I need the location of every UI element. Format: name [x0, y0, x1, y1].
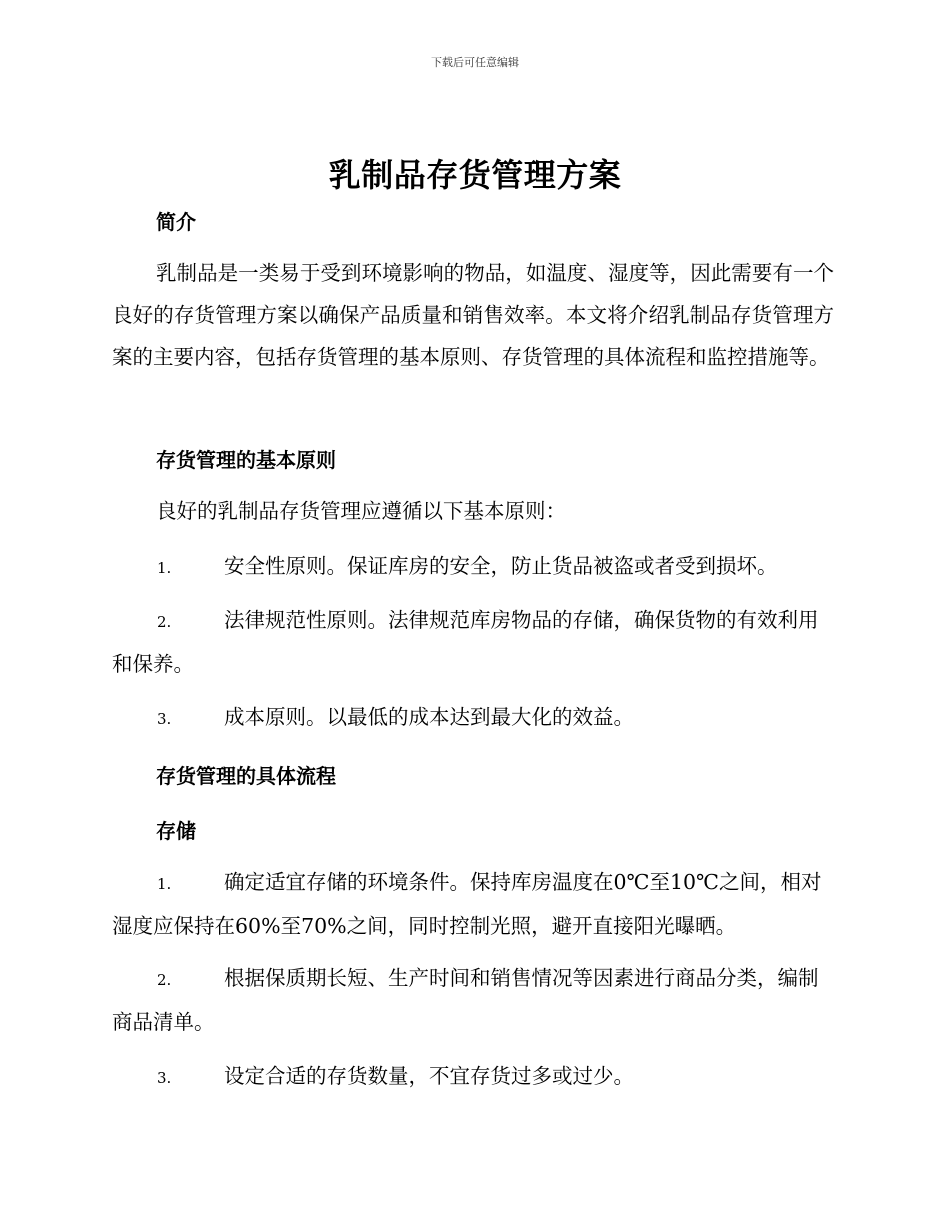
storage-item-1 — [112, 861, 834, 947]
list-number: 3. — [157, 710, 172, 728]
header-note: 下载后可任意编辑 — [431, 56, 519, 69]
list-text: 确定适宜存储的环境条件。保持库房温度在0℃至10℃之间，相对湿度应保持在60%至70%之间，同时控制光照，避开直接阳光曝晒。 — [112, 870, 822, 938]
document-title: 乳制品存货管理方案 — [328, 156, 622, 194]
list-number: 2. — [157, 613, 172, 631]
storage-item-2 — [112, 957, 834, 1043]
list-text: 设定合适的存货数量，不宜存货过多或过少。 — [224, 1064, 634, 1088]
storage-item-3 — [112, 1055, 834, 1099]
principles-intro: 良好的乳制品存货管理应遵循以下基本原则： — [156, 499, 566, 523]
heading-storage: 存储 — [156, 819, 196, 843]
principle-item-3 — [112, 696, 834, 740]
principle-item-2 — [112, 599, 834, 685]
list-text: 根据保质期长短、生产时间和销售情况等因素进行商品分类，编制商品清单。 — [112, 966, 819, 1034]
list-text: 成本原则。以最低的成本达到最大化的效益。 — [224, 705, 634, 729]
heading-intro: 简介 — [156, 210, 196, 234]
intro-paragraph: 乳制品是一类易于受到环境影响的物品，如温度、湿度等，因此需要有一个良好的存货管理方案以确保产品质量和销售效率。本文将介绍乳制品存货管理方案的主要内容，包括存货管理的基本原则、存货管理的具体流程和监控措施等。 — [112, 261, 834, 369]
list-number: 1. — [157, 875, 172, 893]
list-number: 3. — [157, 1069, 172, 1087]
list-number: 2. — [157, 971, 172, 989]
principle-item-1 — [112, 545, 834, 589]
list-number: 1. — [157, 559, 172, 577]
list-text: 法律规范性原则。法律规范库房物品的存储，确保货物的有效利用和保养。 — [112, 608, 819, 676]
heading-process: 存货管理的具体流程 — [156, 764, 336, 788]
heading-principles: 存货管理的基本原则 — [156, 448, 336, 472]
list-text: 安全性原则。保证库房的安全，防止货品被盗或者受到损坏。 — [224, 554, 778, 578]
